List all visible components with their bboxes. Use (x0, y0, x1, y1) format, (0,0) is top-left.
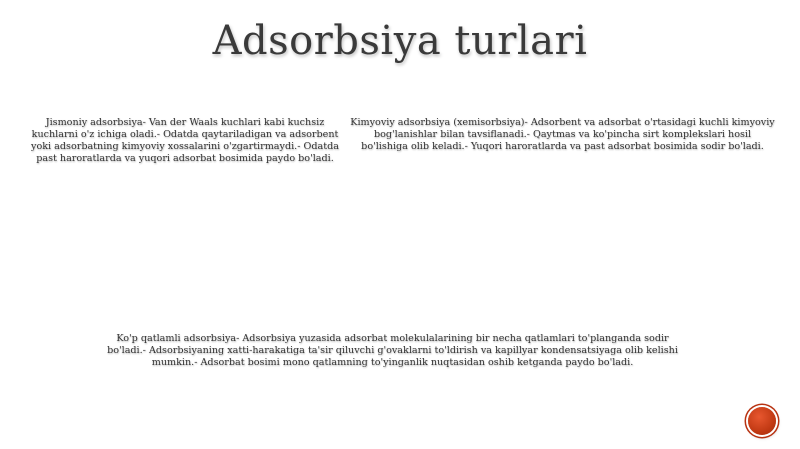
chemical-adsorption-text: Kimyoviy adsorbsiya (xemisorbsiya)- Adsorbent va adsorbat o'rtasidagi kuchli kimyoviy bog'lanishlar bilan tavsiflanadi.- Qaytmas va ko'pincha sirt komplekslari hosil bo'lishiga olib keladi.- Yuqori haroratlarda va past adsorbat bosimida sodir bo'ladi. (350, 117, 775, 152)
slide-title: Adsorbsiya turlari (212, 18, 588, 64)
multilayer-adsorption-text: Ko'p qatlamli adsorbsiya- Adsorbsiya yuzasida adsorbat molekulalarining bir necha qatlamlari to'planganda sodir bo'ladi.- Adsorbsiyaning xatti-harakatiga ta'sir qiluvchi g'ovaklarni to'ldirish va kapillyar kondensatsiyaga olib kelishi mumkin.- Adsorbat bosimi mono qatlamning to'yinganlik nuqtasidan oshib ketganda paydo bo'ladi. (107, 333, 678, 368)
red-circle-icon[interactable] (748, 407, 776, 435)
physical-adsorption-text: Jismoniy adsorbsiya- Van der Waals kuchlari kabi kuchsiz kuchlarni o'z ichiga oladi.- Odatda qaytariladigan va adsorbent yoki adsorbatning kimyoviy xossalarini o'zgartirmaydi.- Odatda past haroratlarda va yuqori adsorbat bosimida paydo bo'ladi. (31, 117, 339, 164)
